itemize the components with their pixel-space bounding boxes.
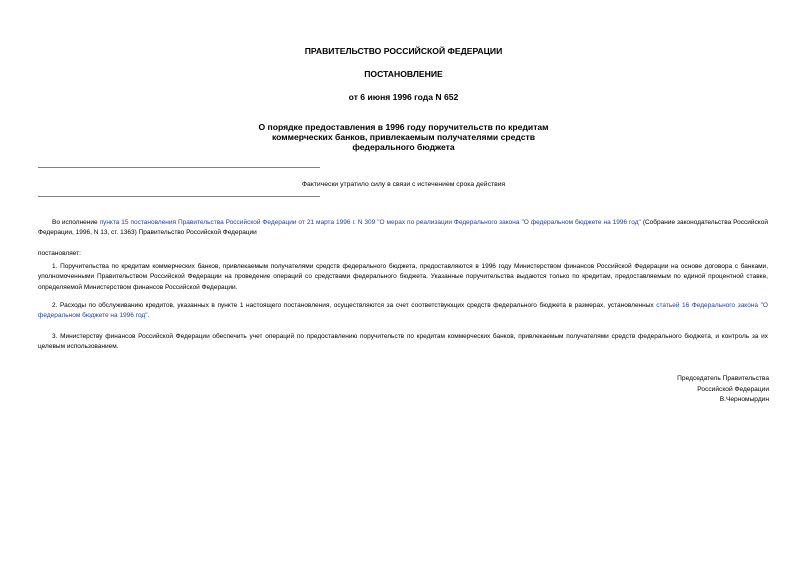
paragraph-2 <box>38 301 768 322</box>
decree-word: постановляет: <box>38 250 81 257</box>
title-line-1: О порядке предоставления в 1996 году поручительств по кредитам <box>258 122 549 132</box>
intro-paragraph <box>38 218 768 239</box>
signature-organization: Российской Федерации <box>697 385 769 393</box>
status-note: Фактически утратило силу в связи с истечением срока действия <box>301 181 506 188</box>
signature-position: Председатель Правительства <box>677 375 769 382</box>
intro-suffix: (Собрание законодательства Российской Федерации, 1996, N 13, ст. 1363) Правительство Российской Федерации <box>38 219 768 237</box>
government-heading: ПРАВИТЕЛЬСТВО РОССИЙСКОЙ ФЕДЕРАЦИИ <box>304 46 503 56</box>
resolution-309-link[interactable]: пункта 15 постановления Правительства Российской Федерации от 21 марта 1996 г. N 309 "О мерах по реализации Федерального закона "О федеральном бюджете на 1996 год" <box>99 219 641 226</box>
intro-prefix: Во исполнение <box>52 219 98 226</box>
document-type-heading: ПОСТАНОВЛЕНИЕ <box>364 69 443 79</box>
divider-top <box>38 167 320 168</box>
title-line-2: коммерческих банков, привлекаемым получателями средств <box>271 132 536 142</box>
date-number-heading: от 6 июня 1996 года N 652 <box>348 92 459 102</box>
title-line-3: федерального бюджета <box>352 142 455 152</box>
paragraph-1 <box>38 262 768 293</box>
paragraph-2-text: 2. Расходы по обслуживанию кредитов, указанных в пункте 1 настоящего постановления, осуществляются за счет соответствующих средств федерального бюджета в размерах, установленных <box>52 302 654 309</box>
paragraph-2-end: . <box>147 312 150 320</box>
article-16-link[interactable]: статьей 16 Федерального закона "О федеральном бюджете на 1996 год" <box>38 302 768 320</box>
paragraph-3-text: 3. Министерству финансов Российской Федерации обеспечить учет операций по предоставлению поручительств по кредитам коммерческих банков, привлекаемым получателями средств федерального бюджета, и контроль за их целевым использованием. <box>38 333 768 351</box>
paragraph-3 <box>38 332 768 353</box>
signature-name: В.Черномырдин <box>719 396 769 404</box>
signature-block <box>469 374 769 406</box>
divider-bottom <box>38 196 320 197</box>
paragraph-1-text: 1. Поручительства по кредитам коммерческих банков, привлекаемым получателями средств федерального бюджета, предоставляются в 1996 году Министерством финансов Российской Федерации на основе договора с банками, уполномоченными Правительством Российской Федерации на проведение операций со средствами федерального бюджета. Указанные поручительства выдаются только по кредитам, предоставляемым по единой процентной ставке, определяемой Министерством финансов Российской Федерации. <box>38 263 768 291</box>
